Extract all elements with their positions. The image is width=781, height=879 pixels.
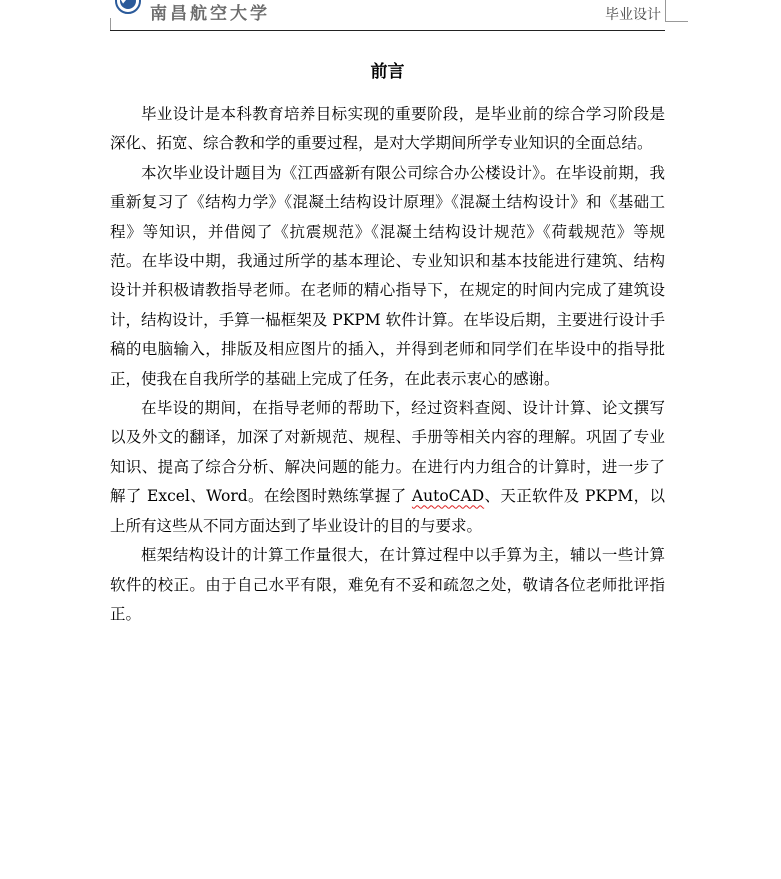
paragraph-3-text-after: 、天正软件及 PKPM，以上所有这些从不同方面达到了毕业设计的目的与要求。 — [110, 487, 665, 535]
university-emblem-icon — [115, 0, 141, 14]
page-header — [110, 0, 665, 31]
paragraph-1: 毕业设计是本科教育培养目标实现的重要阶段，是毕业前的综合学习阶段是深化、拓宽、综合教和学的重要过程，是对大学期间所学专业知识的全面总结。 — [110, 105, 665, 153]
header-corner-mark-right — [665, 0, 688, 22]
spellcheck-flagged-word[interactable]: AutoCAD — [411, 487, 485, 506]
document-body — [110, 58, 665, 629]
paragraph-4: 框架结构设计的计算工作量很大，在计算过程中以手算为主，辅以一些计算软件的校正。由于自己水平有限，难免有不妥和疏忽之处，敬请各位老师批评指正。 — [110, 546, 665, 623]
paragraph-3-text-before: 在毕设的期间，在指导老师的帮助下，经过资料查阅、设计计算、论文撰写以及外文的翻译，加深了对新规范、规程、手册等相关内容的理解。巩固了专业知识、提高了综合分析、解决问题的能力。在进行内力组合的计算时，进一步了解了 Excel、Word。在绘图时熟练掌握了 — [110, 399, 665, 506]
paragraph-3 — [110, 394, 665, 541]
header-corner-mark-left — [88, 18, 111, 30]
page-title: 前言 — [370, 62, 405, 82]
section-label: 毕业设计 — [605, 7, 661, 23]
university-name: 南昌航空大学 — [150, 4, 270, 24]
paragraph-2: 本次毕业设计题目为《江西盛新有限公司综合办公楼设计》。在毕设前期，我重新复习了《结构力学》《混凝土结构设计原理》《混凝土结构设计》和《基础工程》等知识，并借阅了《抗震规范》《混凝土结构设计规范》《荷载规范》等规范。在毕设中期，我通过所学的基本理论、专业知识和基本技能进行建筑、结构设计并积极请教指导老师。在老师的精心指导下，在规定的时间内完成了建筑设计，结构设计，手算一榀框架及 PKPM 软件计算。在毕设后期，主要进行设计手稿的电脑输入，排版及相应图片的插入，并得到老师和同学们在毕设中的指导批正，使我在自我所学的基础上完成了任务，在此表示衷心的感谢。 — [110, 163, 665, 388]
